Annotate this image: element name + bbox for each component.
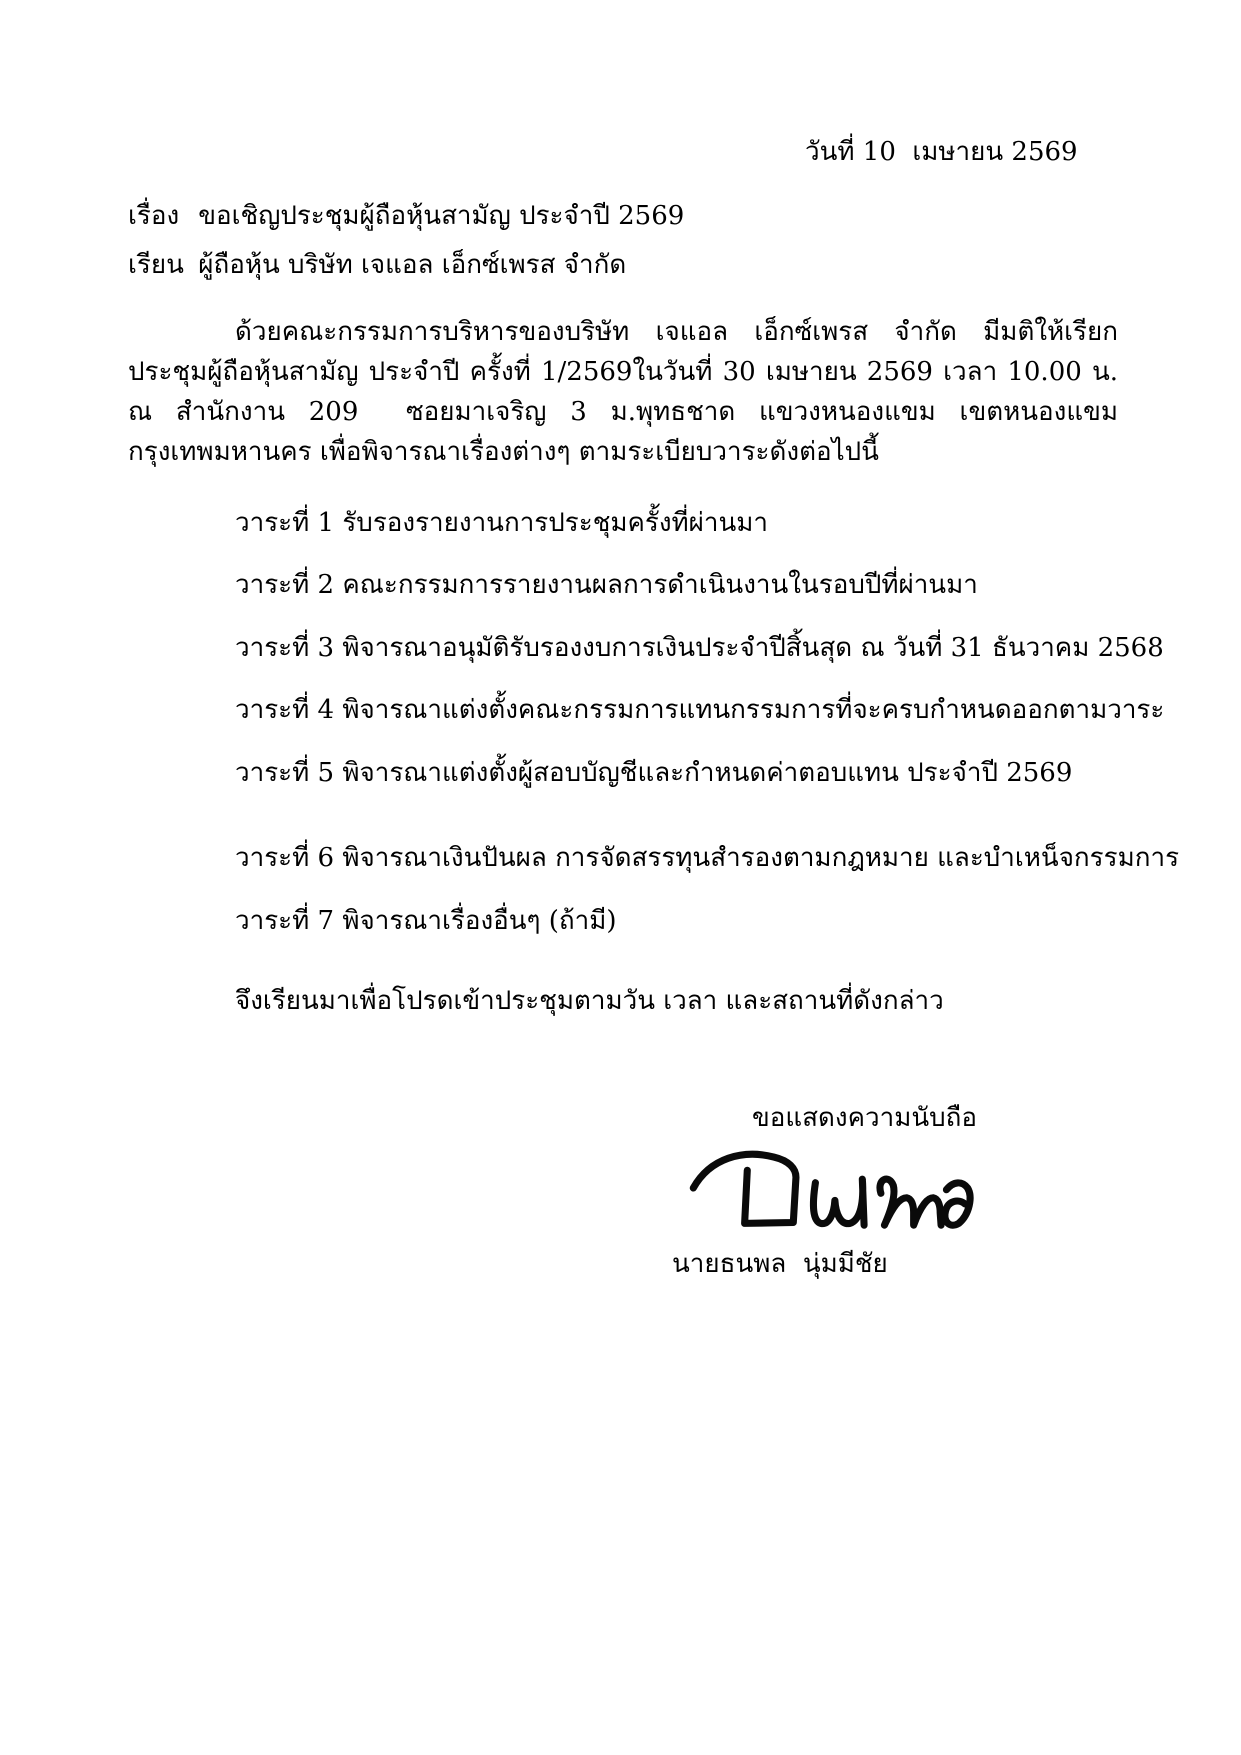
signature-stroke (945, 1183, 970, 1225)
agenda-item (235, 505, 768, 543)
agenda-item (235, 840, 1179, 878)
signature-stroke (880, 1179, 941, 1225)
agenda-item-text: คณะกรรมการรายงานผลการดำเนินงานในรอบปีที่ผ่านมา (342, 570, 978, 600)
agenda-item (235, 903, 617, 941)
signature-stroke (693, 1154, 796, 1223)
agenda-item-label: วาระที่ 6 (235, 843, 335, 873)
body-paragraph: ด้วยคณะกรรมการบริหารของบริษัท เจแอล เอ็กซ์เพรส จำกัด มีมติให้เรียกประชุมผู้ถือหุ้นสามัญ ประจำปี ครั้งที่ 1/2569ในวันที่ 30 เมษายน 2569 เวลา 10.00 น. ณ สำนักงาน 209 ซอยมาเจริญ 3 ม.พุทธชาด แขวงหนองแขม เขตหนองแขม กรุงเทพมหานคร เพื่อพิจารณาเรื่องต่างๆ ตามระเบียบวาระดังต่อไปนี้ (128, 317, 1127, 467)
agenda-item-label: วาระที่ 7 (235, 906, 335, 936)
agenda-item-label: วาระที่ 4 (235, 695, 335, 725)
subject-row (128, 198, 684, 236)
date-line: วันที่ 10 เมษายน 2569 (805, 137, 1078, 167)
salutation: ขอแสดงความนับถือ (752, 1103, 977, 1133)
subject-label: เรื่อง (128, 201, 180, 231)
agenda-item-label: วาระที่ 1 (235, 508, 335, 538)
agenda-item-label: วาระที่ 2 (235, 570, 335, 600)
closing-line: จึงเรียนมาเพื่อโปรดเข้าประชุมตามวัน เวลา และสถานที่ดังกล่าว (235, 986, 944, 1016)
agenda-item (235, 567, 978, 605)
agenda-item-text: พิจารณาแต่งตั้งผู้สอบบัญชีและกำหนดค่าตอบแทน ประจำปี 2569 (342, 758, 1073, 788)
signature-stroke (813, 1179, 864, 1225)
agenda-item-text: พิจารณาเรื่องอื่นๆ (ถ้ามี) (342, 906, 617, 936)
agenda-item-text: พิจารณาแต่งตั้งคณะกรรมการแทนกรรมการที่จะครบกำหนดออกตามวาระ (342, 695, 1165, 725)
agenda-item-label: วาระที่ 5 (235, 758, 335, 788)
recipient-text: ผู้ถือหุ้น บริษัท เจแอล เอ็กซ์เพรส จำกัด (198, 250, 627, 280)
recipient-label: เรียน (128, 250, 184, 280)
agenda-item-label: วาระที่ 3 (235, 633, 335, 663)
signer-name: นายธนพล นุ่มมีชัย (672, 1249, 888, 1279)
handwritten-signature-icon (688, 1140, 980, 1236)
agenda-item (235, 630, 1164, 668)
agenda-item (235, 692, 1164, 730)
agenda-item-text: พิจารณาอนุมัติรับรองงบการเงินประจำปีสิ้นสุด ณ วันที่ 31 ธันวาคม 2568 (342, 633, 1164, 663)
recipient-row (128, 247, 626, 285)
agenda-item (235, 755, 1072, 793)
subject-text: ขอเชิญประชุมผู้ถือหุ้นสามัญ ประจำปี 2569 (198, 201, 685, 231)
agenda-item-text: พิจารณาเงินปันผล การจัดสรรทุนสำรองตามกฎหมาย และบำเหน็จกรรมการ (342, 843, 1180, 873)
agenda-item-text: รับรองรายงานการประชุมครั้งที่ผ่านมา (342, 508, 769, 538)
